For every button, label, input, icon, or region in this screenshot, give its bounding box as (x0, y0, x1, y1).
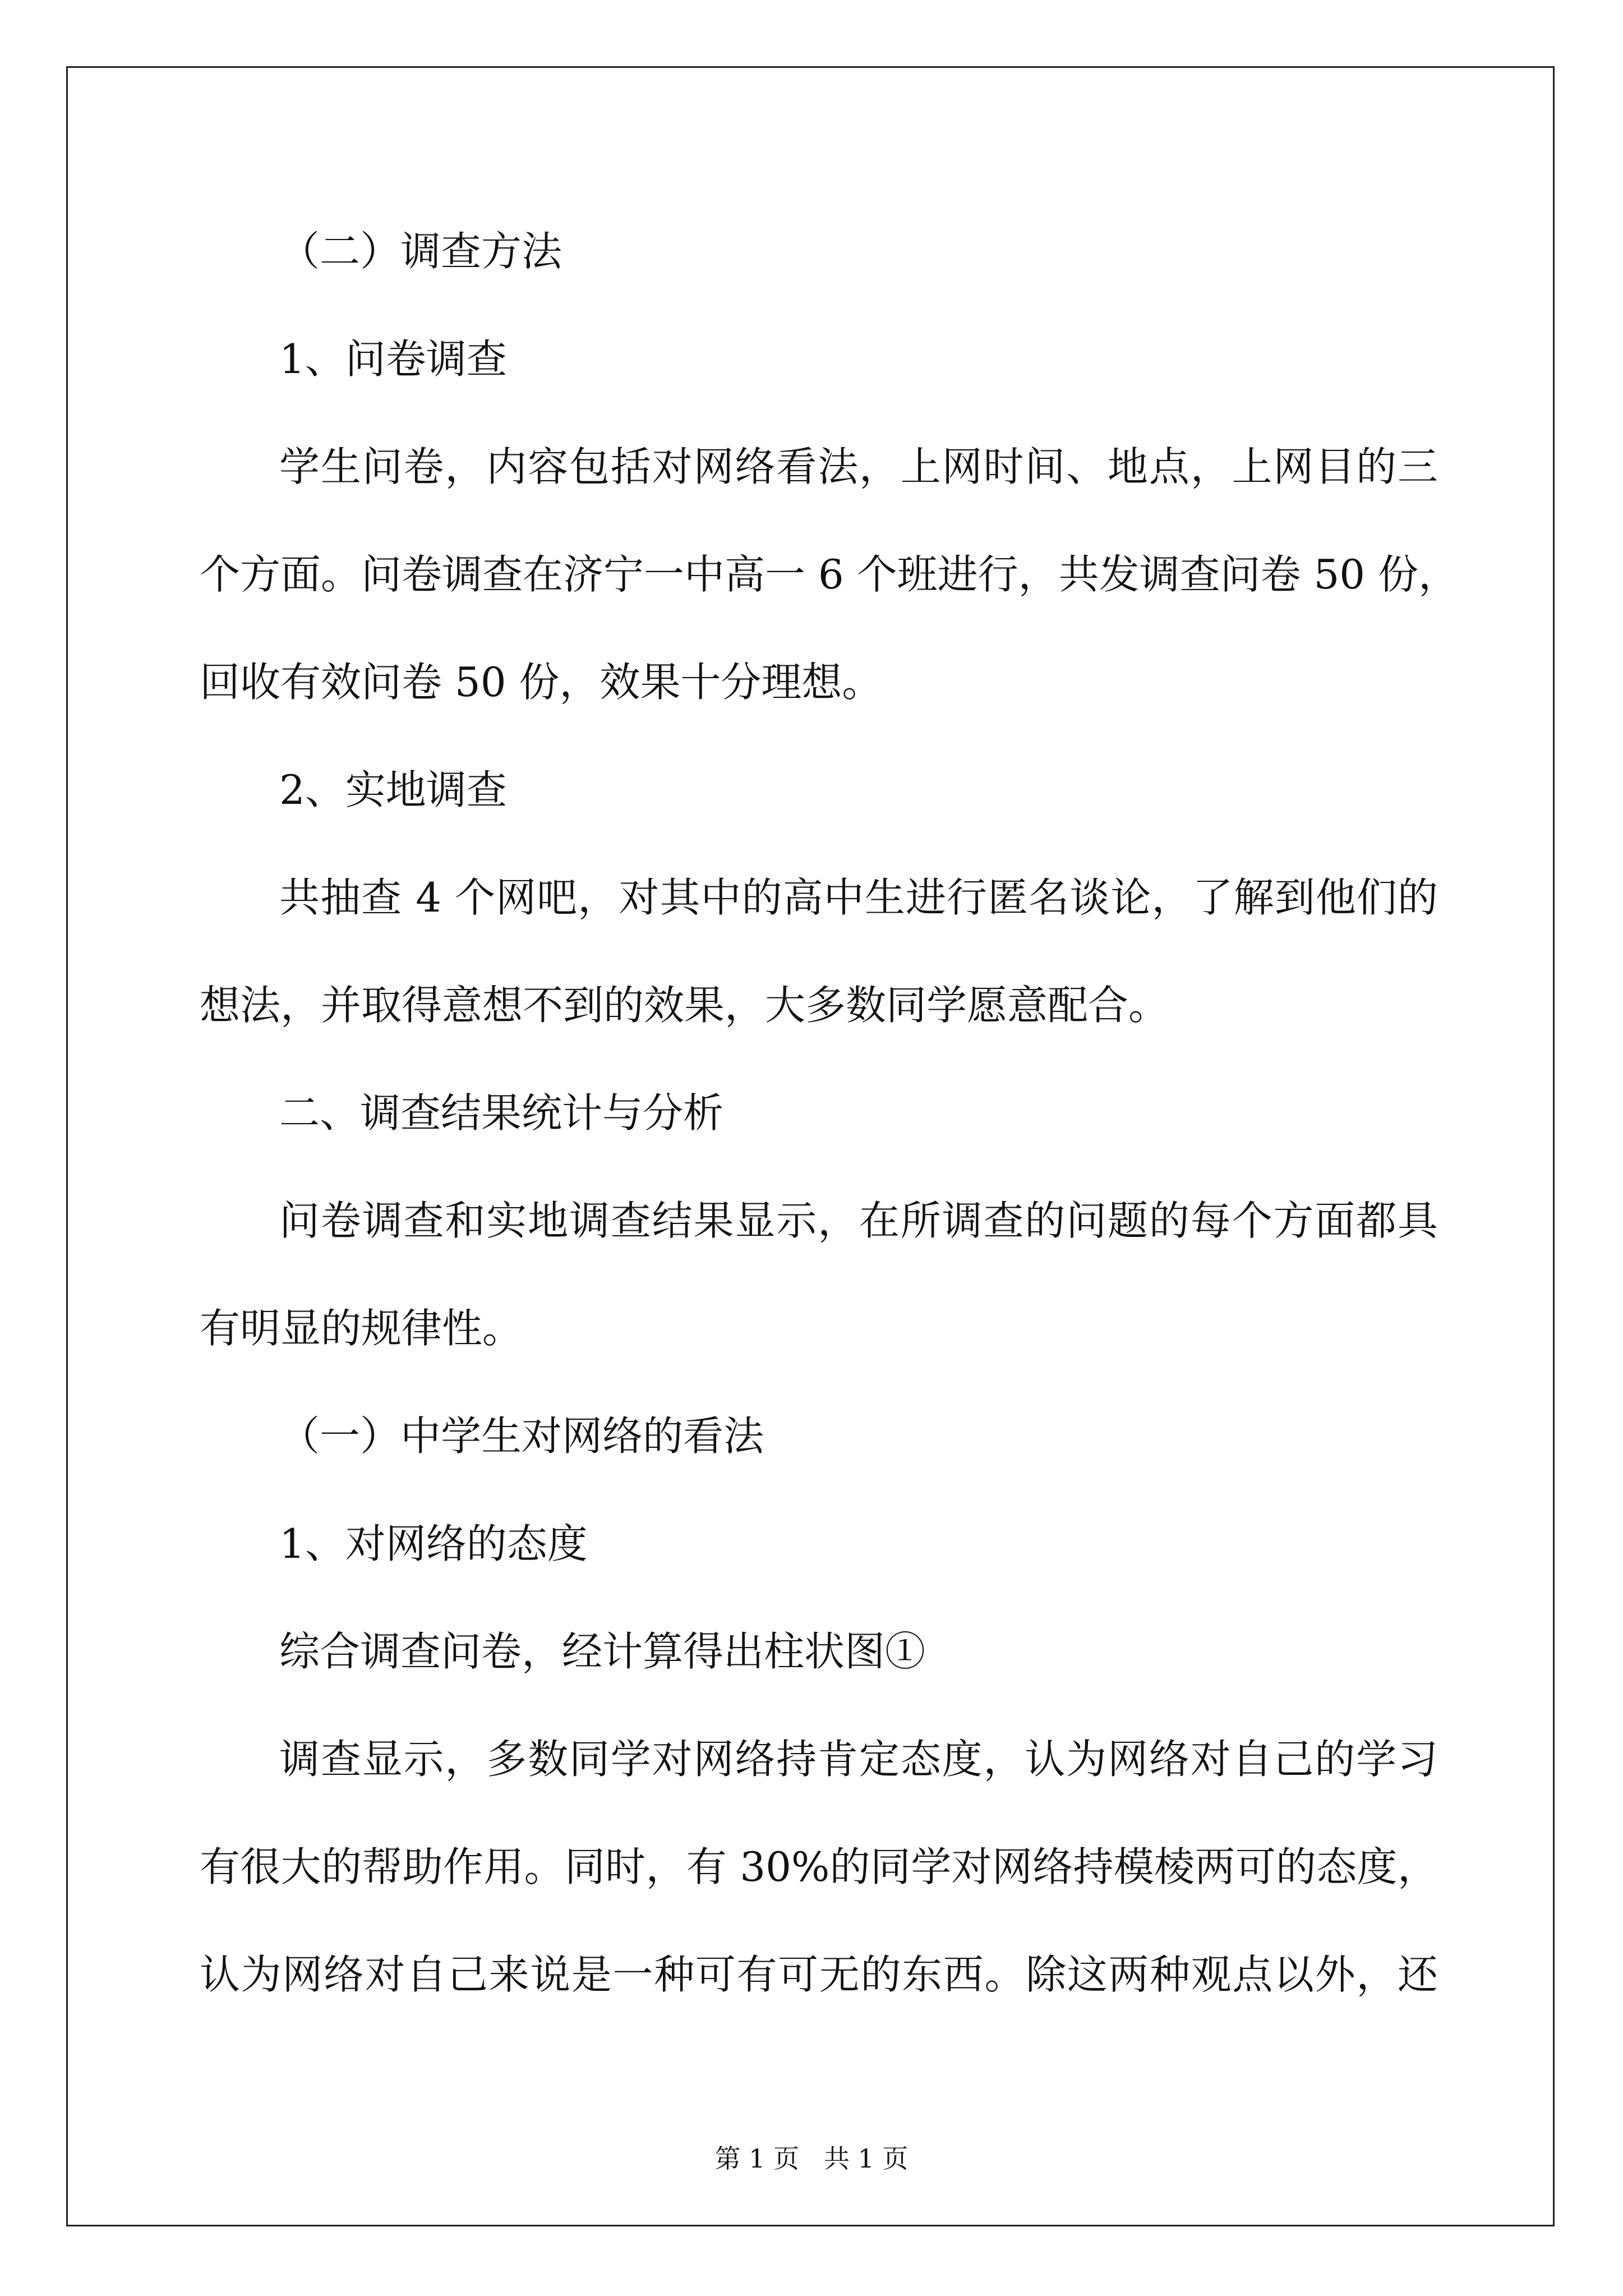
page-border (66, 66, 1555, 2226)
paragraph-line: 回收有效问卷 50 份，效果十分理想。 (200, 659, 883, 706)
paragraph-line: 个方面。问卷调查在济宁一中高一 6 个班进行，共发调查问卷 50 份， (200, 551, 1459, 598)
subheading-questionnaire: 1、问卷调查 (279, 335, 507, 383)
paragraph-line: 综合调查问卷，经计算得出柱状图① (279, 1628, 926, 1675)
subheading-field-survey: 2、实地调查 (279, 766, 507, 813)
section-heading-views: （一）中学生对网络的看法 (279, 1412, 764, 1460)
paragraph-line: 有明显的规律性。 (200, 1305, 523, 1352)
subheading-attitude: 1、对网络的态度 (279, 1520, 588, 1567)
page-number-footer: 第 1 页 共 1 页 (714, 2143, 909, 2174)
paragraph-line: 有很大的帮助作用。同时，有 30%的同学对网络持模棱两可的态度， (200, 1843, 1438, 1890)
section-heading-methods: （二）调查方法 (279, 228, 562, 275)
paragraph-line: 问卷调查和实地调查结果显示，在所调查的问题的每个方面都具 (279, 1197, 1438, 1244)
paragraph-line: 调查显示，多数同学对网络持肯定态度，认为网络对自己的学习 (279, 1736, 1438, 1783)
paragraph-line: 想法，并取得意想不到的效果，大多数同学愿意配合。 (200, 982, 1169, 1029)
paragraph-line: 认为网络对自己来说是一种可有可无的东西。除这两种观点以外，还 (200, 1951, 1438, 1998)
paragraph-line: 学生问卷，内容包括对网络看法，上网时间、地点，上网目的三 (279, 443, 1438, 490)
section-heading-results: 二、调查结果统计与分析 (279, 1089, 724, 1137)
paragraph-line: 共抽查 4 个网吧，对其中的高中生进行匿名谈论，了解到他们的 (279, 874, 1438, 921)
